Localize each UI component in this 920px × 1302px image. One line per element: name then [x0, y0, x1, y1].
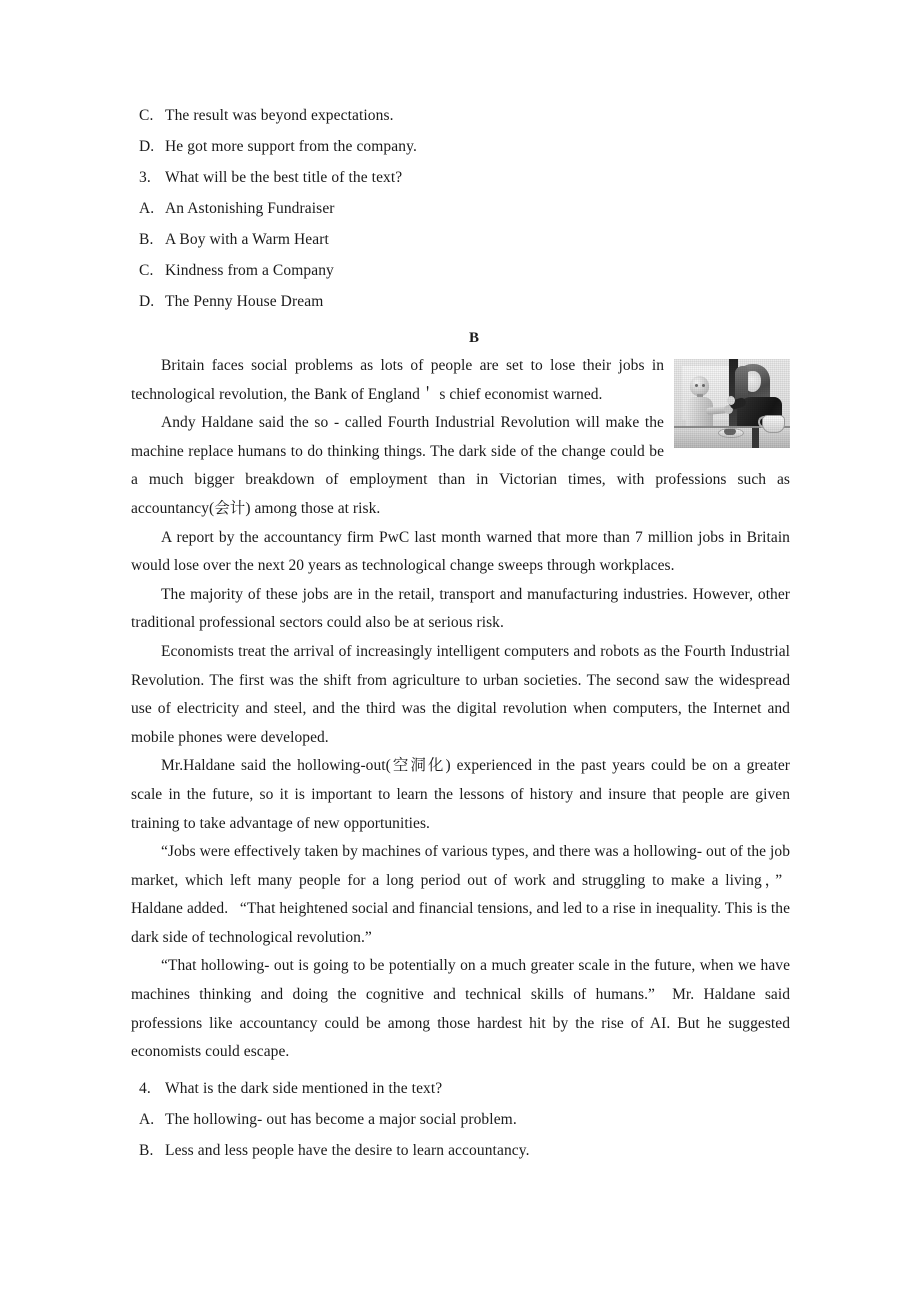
passage-paragraph: The majority of these jobs are in the retail, transport and manufacturing industries. However, other traditional professional sectors could also be at serious risk. — [131, 585, 790, 632]
question-number: 4. — [139, 1079, 151, 1097]
option-label: C. — [139, 262, 154, 279]
passage-paragraph: “That hollowing- out is going to be potentially on a much greater scale in the future, when we have machines thinking and doing the cognitive and technical skills of humans.” Mr. Haldane said professions like accountancy could be among those hardest hit by the rise of AI. But he suggested economists could escape. — [131, 957, 790, 1061]
option-text: An Astonishing Fundraiser — [165, 200, 335, 217]
option-text: He got more support from the company. — [165, 138, 417, 155]
teapot-icon — [762, 415, 785, 433]
mcq-option — [131, 286, 790, 317]
option-label: B. — [139, 231, 154, 248]
option-label: D. — [139, 138, 155, 155]
mcq-option — [131, 255, 790, 286]
question-stem — [131, 1073, 790, 1104]
option-text: The hollowing- out has become a major social problem. — [165, 1110, 517, 1128]
mcq-option — [131, 1104, 790, 1135]
question-text: What will be the best title of the text? — [165, 169, 403, 186]
woman-hand — [727, 396, 735, 405]
mcq-option — [131, 131, 790, 162]
mcq-option — [131, 193, 790, 224]
option-label: D. — [139, 293, 155, 310]
option-text: A Boy with a Warm Heart — [165, 231, 329, 248]
mcq-option — [131, 100, 790, 131]
cup-icon — [724, 429, 736, 435]
question-number: 3. — [139, 169, 151, 186]
mcq-option — [131, 224, 790, 255]
option-label: C. — [139, 107, 154, 124]
passage-paragraph: Andy Haldane said the so - called Fourth Industrial Revolution will make the machine replace humans to do thinking things. The dark side of the change could be a much bigger breakdown of employment than in Victorian times, with professions such as accountancy(会计) among those at risk. — [131, 414, 790, 517]
option-text: The Penny House Dream — [165, 293, 324, 310]
document-content — [131, 100, 790, 1166]
photo-table-leg — [752, 428, 759, 448]
robot-eye-right-icon — [702, 384, 705, 387]
question-stem — [131, 162, 790, 193]
robot-eye-left-icon — [695, 384, 698, 387]
passage-paragraph: A report by the accountancy firm PwC last month warned that more than 7 million jobs in Britain would lose over the next 20 years as technological change sweeps through workplaces. — [131, 528, 790, 575]
passage-illustration-photo — [674, 359, 790, 448]
passage-paragraph: Britain faces social problems as lots of people are set to lose their jobs in technological revolution, the Bank of England＇ s chief economist warned. — [131, 357, 664, 403]
question-text: What is the dark side mentioned in the text? — [165, 1079, 443, 1097]
robot-head-icon — [690, 376, 709, 396]
passage-paragraph: Mr.Haldane said the hollowing-out(空洞化) experienced in the past years could be on a greater scale in the future, so it is important to learn the lessons of history and insure that people are given training to take advantage of new opportunities. — [131, 757, 790, 832]
option-label: A. — [139, 200, 155, 217]
section-heading: B — [468, 330, 479, 346]
option-label: B. — [139, 1141, 154, 1159]
option-text: Kindness from a Company — [165, 262, 334, 279]
mcq-option — [131, 1135, 790, 1166]
passage-paragraph: Economists treat the arrival of increasingly intelligent computers and robots as the Fourth Industrial Revolution. The first was the shift from agriculture to urban societies. The second saw the widespread use of electricity and steel, and the third was the digital revolution when computers, the Internet and mobile phones were developed. — [131, 642, 790, 746]
option-text: Less and less people have the desire to learn accountancy. — [165, 1141, 530, 1159]
passage-paragraph: “Jobs were effectively taken by machines of various types, and there was a hollowing- out of the job market, which left many people for a long period out of work and struggling to make a living，” Haldane added. “That heightened social and financial tensions, and led to a rise in inequality. This is the dark side of technological revolution.” — [131, 843, 790, 946]
passage-body — [131, 352, 790, 1067]
option-text: The result was beyond expectations. — [165, 107, 394, 124]
option-label: A. — [139, 1110, 155, 1128]
